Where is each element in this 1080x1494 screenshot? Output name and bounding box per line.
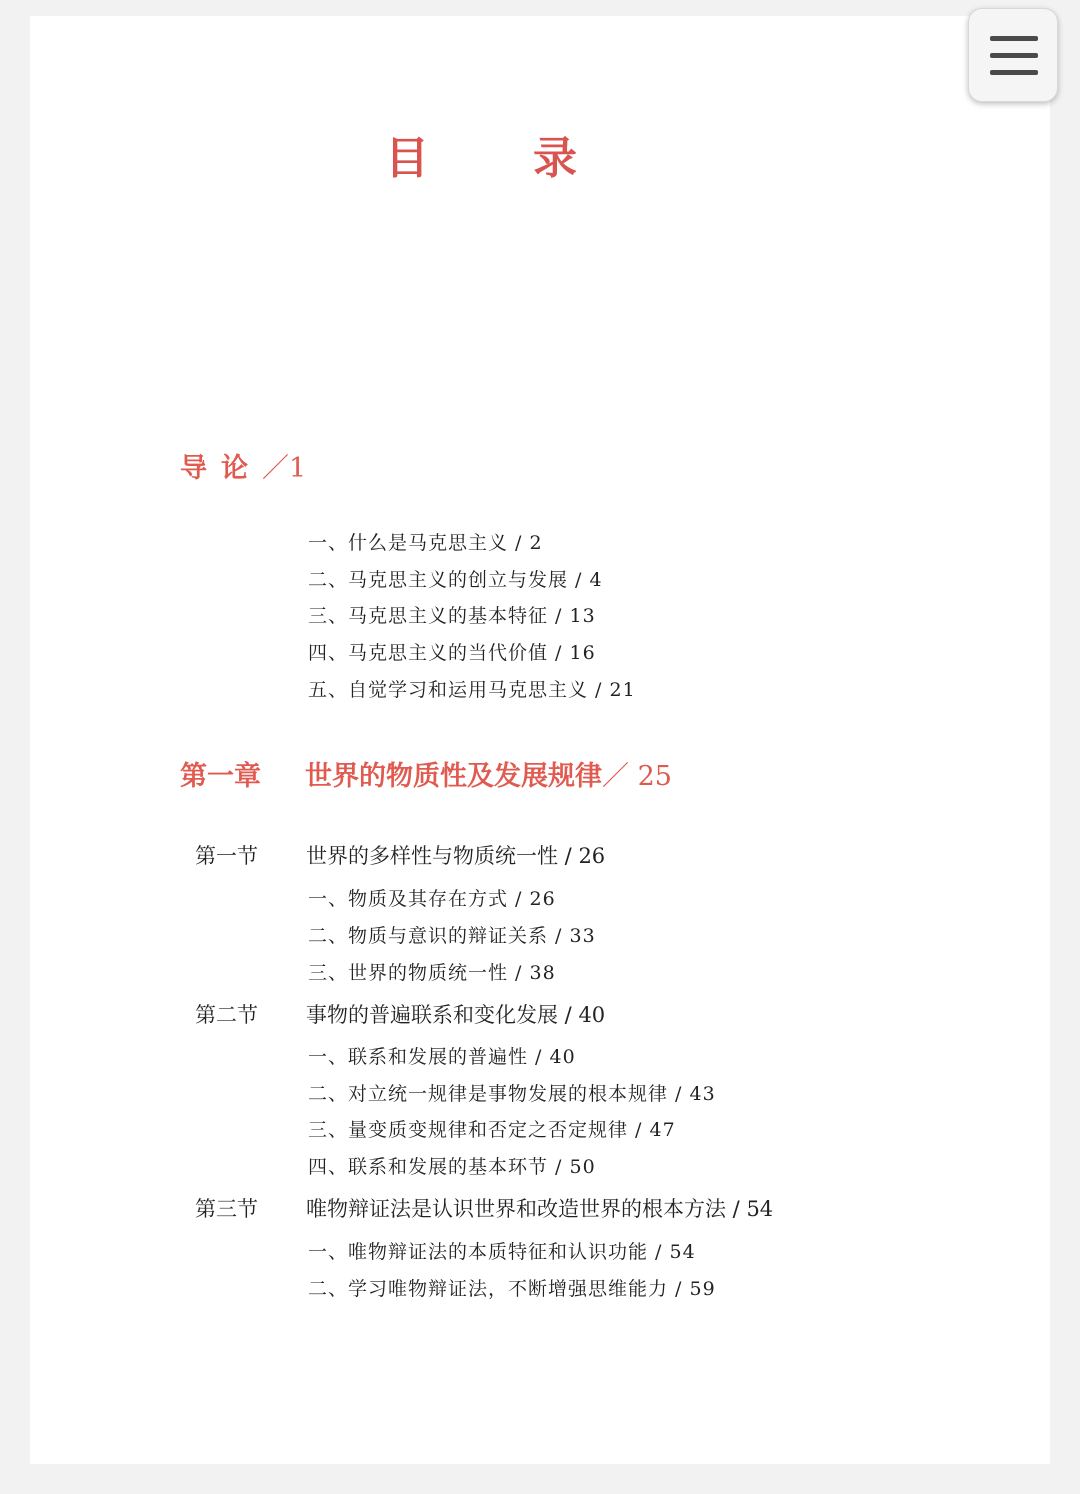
chapter-label: 第一章 — [180, 761, 261, 792]
toc-entry[interactable]: 一、什么是马克思主义 / 2 — [308, 532, 543, 554]
toc-entry[interactable]: 二、对立统一规律是事物发展的根本规律 / 43 — [308, 1083, 716, 1105]
toc-entry[interactable]: 一、联系和发展的普遍性 / 40 — [308, 1046, 576, 1068]
section-label: 第一节 — [195, 844, 258, 868]
intro-page: 1 — [289, 453, 307, 484]
toc-entry[interactable]: 一、唯物辩证法的本质特征和认识功能 / 54 — [308, 1241, 696, 1263]
chapter-title[interactable]: 世界的物质性及发展规律／ 25 — [305, 761, 672, 792]
page-title: 目 录 — [385, 133, 607, 184]
toc-entry[interactable]: 五、自觉学习和运用马克思主义 / 21 — [308, 679, 636, 701]
toc-entry[interactable]: 二、物质与意识的辩证关系 / 33 — [308, 925, 596, 947]
toc-entry[interactable]: 三、马克思主义的基本特征 / 13 — [308, 605, 596, 627]
toc-entry[interactable]: 二、学习唯物辩证法，不断增强思维能力 / 59 — [308, 1278, 716, 1300]
section-title[interactable]: 事物的普遍联系和变化发展 / 40 — [306, 1003, 606, 1027]
section-label: 第三节 — [195, 1197, 258, 1221]
intro-label: 导论 — [180, 453, 262, 484]
toc-entry[interactable]: 四、马克思主义的当代价值 / 16 — [308, 642, 596, 664]
intro-heading: 导论／1 — [180, 453, 307, 484]
chapter-page: 25 — [637, 761, 672, 792]
toc-entry[interactable]: 二、马克思主义的创立与发展 / 4 — [308, 569, 603, 591]
section-label: 第二节 — [195, 1003, 258, 1027]
menu-button[interactable] — [968, 8, 1058, 102]
toc-entry[interactable]: 三、世界的物质统一性 / 38 — [308, 962, 556, 984]
toc-entry[interactable]: 四、联系和发展的基本环节 / 50 — [308, 1156, 596, 1178]
section-title[interactable]: 唯物辩证法是认识世界和改造世界的根本方法 / 54 — [306, 1197, 774, 1221]
toc-entry[interactable]: 三、量变质变规律和否定之否定规律 / 47 — [308, 1119, 676, 1141]
toc-entry[interactable]: 一、物质及其存在方式 / 26 — [308, 888, 556, 910]
section-title[interactable]: 世界的多样性与物质统一性 / 26 — [306, 844, 606, 868]
